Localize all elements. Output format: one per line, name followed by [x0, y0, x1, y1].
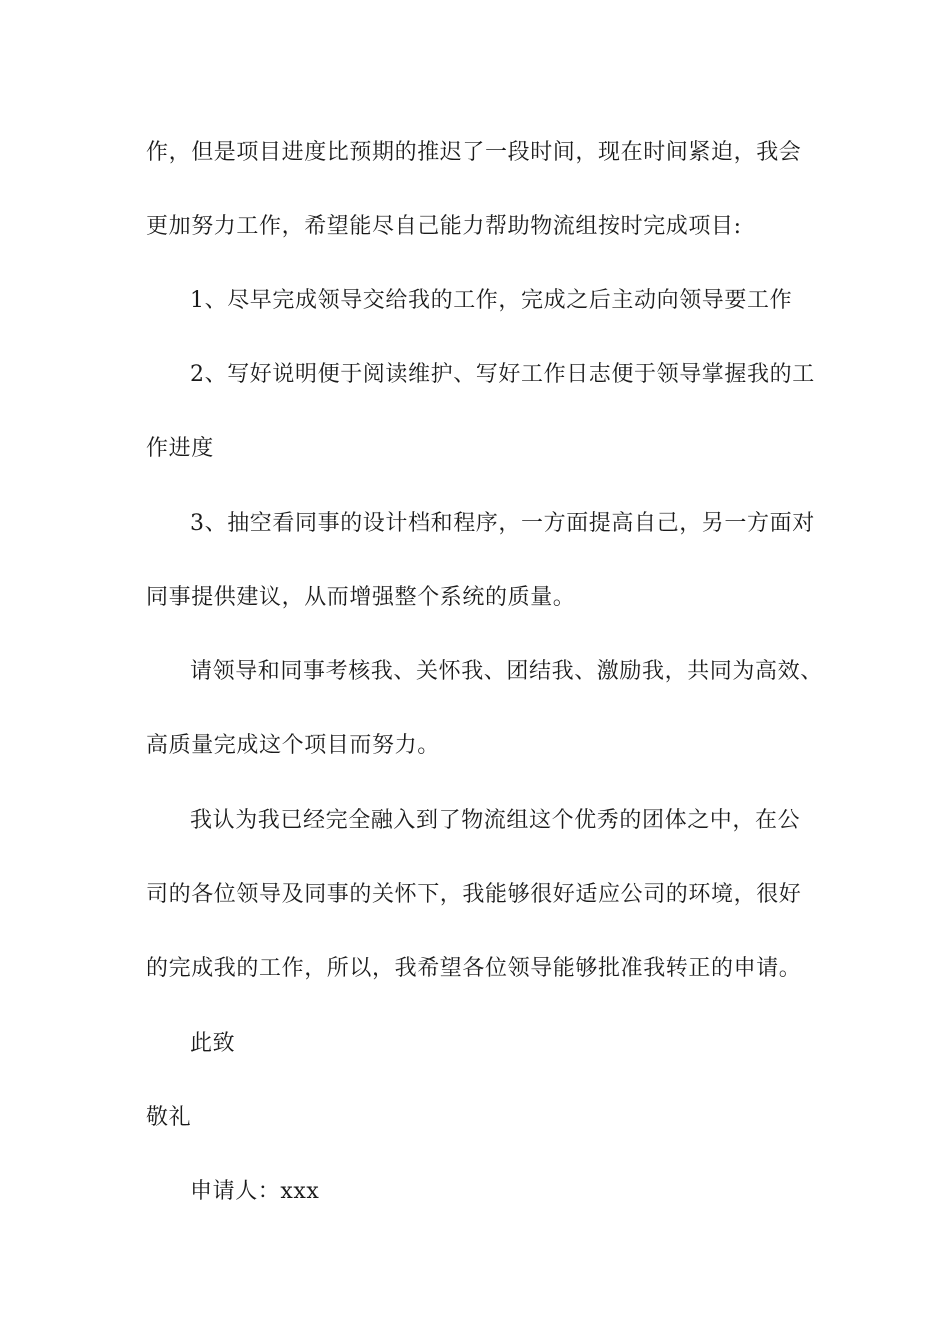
body-text-line: 高质量完成这个项目而努力。	[146, 733, 440, 758]
body-text-line: 的完成我的工作，所以，我希望各位领导能够批准我转正的申请。	[146, 956, 802, 981]
body-text-line: 我认为我已经完全融入到了物流组这个优秀的团体之中，在公	[190, 808, 801, 833]
applicant-signature: 申请人：xxx	[190, 1179, 320, 1204]
list-item-3: 3、抽空看同事的设计档和程序，一方面提高自己，另一方面对	[190, 511, 815, 536]
body-text-line: 请领导和同事考核我、关怀我、团结我、激励我，共同为高效、	[190, 659, 823, 684]
closing-salutation: 此致	[190, 1031, 236, 1056]
body-text-line: 作，但是项目进度比预期的推迟了一段时间，现在时间紧迫，我会	[146, 140, 802, 165]
list-item-1: 1、尽早完成领导交给我的工作，完成之后主动向领导要工作	[190, 288, 793, 313]
list-item-3-continued: 同事提供建议，从而增强整个系统的质量。	[146, 585, 576, 610]
list-item-2-continued: 作进度	[146, 436, 214, 461]
list-item-2: 2、写好说明便于阅读维护、写好工作日志便于领导掌握我的工	[190, 362, 815, 387]
body-text-line: 司的各位领导及同事的关怀下，我能够很好适应公司的环境，很好	[146, 882, 802, 907]
body-text-line: 更加努力工作，希望能尽自己能力帮助物流组按时完成项目:	[146, 214, 742, 239]
closing-regards: 敬礼	[146, 1105, 192, 1130]
